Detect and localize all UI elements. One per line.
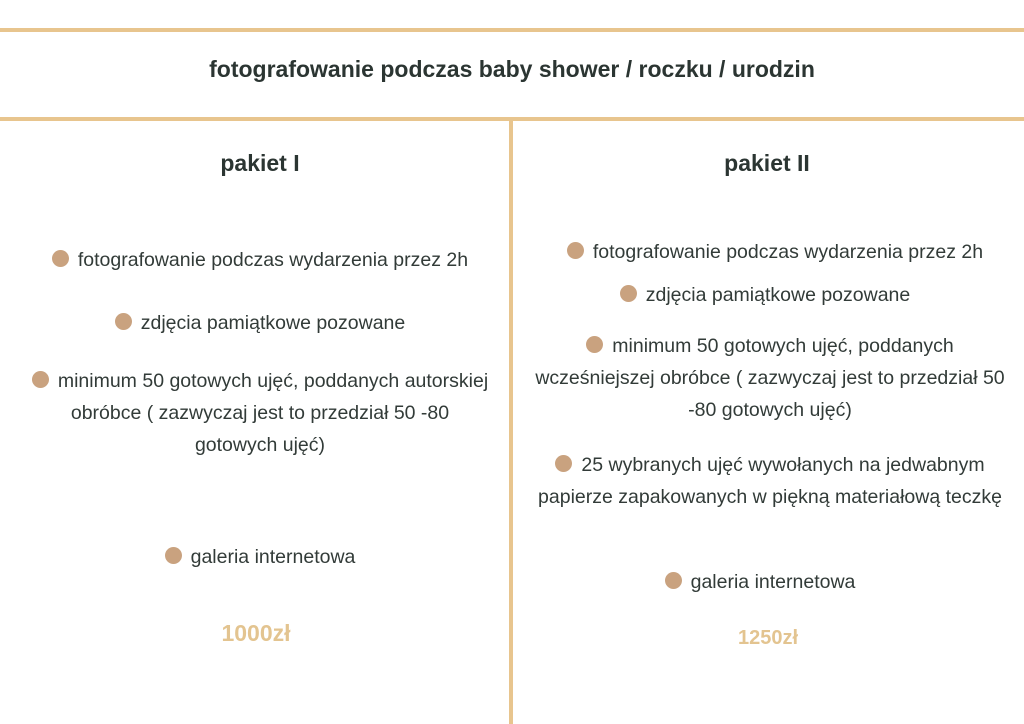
page-title: fotografowanie podczas baby shower / roczku / urodzin <box>209 56 815 82</box>
item-text: fotografowanie podczas wydarzenia przez 2h <box>592 241 984 263</box>
bullet-icon <box>567 242 584 259</box>
bullet-icon <box>620 285 637 302</box>
bullet-icon <box>32 371 49 388</box>
package-2-title: pakiet II <box>724 150 810 176</box>
item-text: fotografowanie podczas wydarzenia przez 2h <box>77 249 469 271</box>
package-1-item-2 <box>10 307 510 339</box>
package-2-item-1 <box>525 236 1024 268</box>
package-1-item-1 <box>10 244 510 276</box>
package-2-item-4 <box>535 449 1005 513</box>
top-divider <box>0 28 1024 32</box>
item-text: zdjęcia pamiątkowe pozowane <box>645 284 911 306</box>
item-text: 25 wybranych ujęć wywołanych na jedwabnym papierze zapakowanych w piękną materiałową teczkę <box>538 454 1002 508</box>
bullet-icon <box>665 572 682 589</box>
bullet-icon <box>555 455 572 472</box>
item-text: zdjęcia pamiątkowe pozowane <box>140 312 406 334</box>
package-2-item-5 <box>510 566 1010 598</box>
bullet-icon <box>586 336 603 353</box>
item-text: galeria internetowa <box>190 546 356 568</box>
item-text: minimum 50 gotowych ujęć, poddanych autorskiej obróbce ( zazwyczaj jest to przedział 50 -80 gotowych ujęć) <box>57 370 489 456</box>
package-2-price: 1250zł <box>737 627 799 649</box>
item-text: minimum 50 gotowych ujęć, poddanych wcześniejszej obróbce ( zazwyczaj jest to przedział 50 -80 gotowych ujęć) <box>535 335 1005 421</box>
column-divider <box>509 119 513 724</box>
package-1-price: 1000zł <box>221 620 291 646</box>
package-1-item-3 <box>30 365 490 461</box>
item-text: galeria internetowa <box>690 571 856 593</box>
package-2-item-3 <box>530 330 1010 426</box>
bullet-icon <box>52 250 69 267</box>
bullet-icon <box>165 547 182 564</box>
package-2-item-2 <box>515 279 1015 311</box>
bullet-icon <box>115 313 132 330</box>
package-1-title: pakiet I <box>220 150 300 176</box>
package-1-item-4 <box>10 541 510 573</box>
